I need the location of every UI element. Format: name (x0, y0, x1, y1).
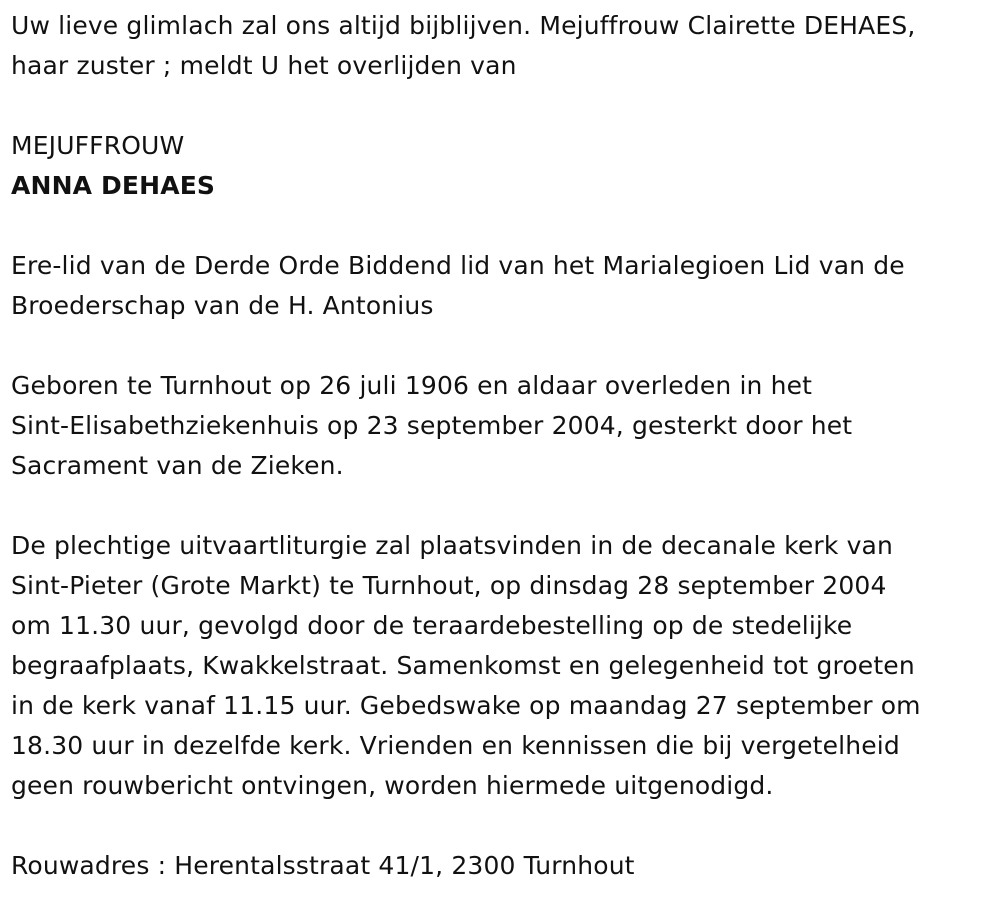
memberships-line: Ere-lid van de Derde Orde Biddend lid van het Marialegioen Lid van de (11, 251, 905, 280)
funeral-line: Sint-Pieter (Grote Markt) te Turnhout, op dinsdag 28 september 2004 (11, 571, 887, 600)
birth-death-line: Sacrament van de Zieken. (11, 451, 344, 480)
funeral-line: om 11.30 uur, gevolgd door de teraardebestelling op de stedelijke (11, 611, 853, 640)
funeral-line: in de kerk vanaf 11.15 uur. Gebedswake op maandag 27 september om (11, 691, 921, 720)
mourning-address: Rouwadres : Herentalsstraat 41/1, 2300 Turnhout (11, 851, 635, 880)
deceased-name: ANNA DEHAES (11, 171, 216, 200)
funeral-line: De plechtige uitvaartliturgie zal plaatsvinden in de decanale kerk van (11, 531, 893, 560)
funeral-line: 18.30 uur in dezelfde kerk. Vrienden en kennissen die bij vergetelheid (11, 731, 900, 760)
birth-death-paragraph (11, 366, 991, 486)
intro-line: Uw lieve glimlach zal ons altijd bijblijven. Mejuffrouw Clairette DEHAES, (11, 11, 916, 40)
intro-paragraph (11, 6, 991, 86)
funeral-line: begraafplaats, Kwakkelstraat. Samenkomst en gelegenheid tot groeten (11, 651, 915, 680)
deceased-block (11, 126, 991, 206)
memberships-paragraph (11, 246, 991, 326)
intro-line: haar zuster ; meldt U het overlijden van (11, 51, 517, 80)
obituary-document (11, 6, 991, 886)
address-paragraph (11, 846, 991, 886)
birth-death-line: Sint-Elisabethziekenhuis op 23 september 2004, gesterkt door het (11, 411, 853, 440)
birth-death-line: Geboren te Turnhout op 26 juli 1906 en aldaar overleden in het (11, 371, 813, 400)
funeral-paragraph (11, 526, 991, 806)
memberships-line: Broederschap van de H. Antonius (11, 291, 434, 320)
funeral-line: geen rouwbericht ontvingen, worden hiermede uitgenodigd. (11, 771, 774, 800)
deceased-title: MEJUFFROUW (11, 131, 185, 160)
